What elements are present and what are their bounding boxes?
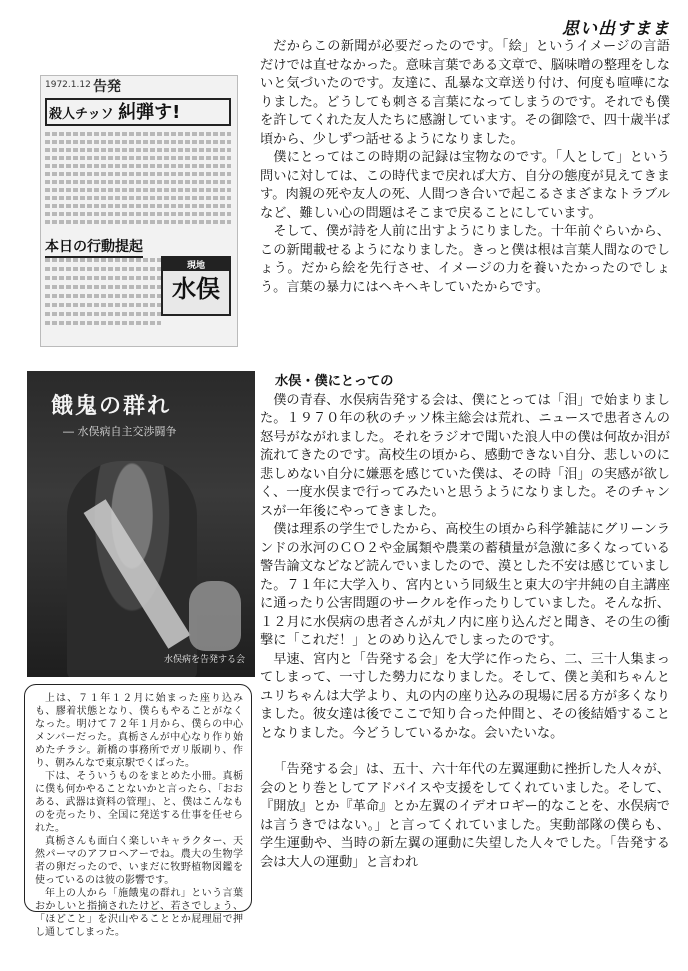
clipping-headline-b: 糾弾す! xyxy=(118,102,181,123)
article-block-1 xyxy=(260,38,670,297)
clipping-subhead: 本日の行動提起 xyxy=(45,236,143,258)
caption-paragraph: 上は、７１年１２月に始まった座り込みも、膠着状態となり、僕らもやることがなくなった。明けて７２年１月から、僕らの中心メンバーだった。真栃さんが中心なり作り始めたチラシ。新橋の事務所でガリ版刷り、作り、朝みんなで東京駅でくばった。 xyxy=(35,693,243,769)
newspaper-clipping-image xyxy=(40,75,238,347)
page-title: 思い出すまま xyxy=(562,19,670,39)
article-paragraph: 僕にとってはこの時期の記録は宝物なのです。「人として」という問いに対しては、この時代まで戻れば大方、自分の態度が見えてきます。肉親の死や友人の死、人間つき合いで起こるさまざまなトラブルなど、難しい心の問題はそこまで戻ることにしています。 xyxy=(260,150,670,221)
article-paragraph: 僕の青春、水俣病告発する会は、僕にとっては「泪」で始まりました。１９７０年の秋のチッソ株主総会は荒れ、ニュースで患者さんの怒号がながれました。それをラジオで聞いた浪人中の僕は何故か泪が流れてきたのです。高校生の頃から、感動できない自分、悲しいのに悲しめない自分に嫌悪を感じていた僕は、その時「泪」の実感が欲しく、一度水俣まで行ってみたいと思うようになりました。そのチャンスが一年後にやってきました。 xyxy=(260,392,670,519)
section-title: 水俣・僕にとっての xyxy=(275,374,394,389)
clipping-box-top: 現地 xyxy=(163,258,229,271)
clipping-headline-a: 殺人チッソ xyxy=(49,107,114,122)
raised-hand xyxy=(189,581,241,651)
article-paragraph: 「告発する会」は、五十、六十年代の左翼運動に挫折した人々が、会のとり巻としてアドバイスや支援をしてくれていました。そして、『開放』とか『革命』とか左翼のイデオロギー的なことを、水俣病では言うきではない。」と言ってくれていました。実動部隊の僕らも、学生運動や、当時の新左翼の運動に失望した人々でした。「告発する会は大人の運動」と言われ xyxy=(260,762,670,870)
caption-box xyxy=(24,684,252,938)
article-block-2 xyxy=(260,373,670,872)
clipping-date: 1972.1.12 xyxy=(45,80,91,90)
article-paragraph: 僕は理系の学生でしたから、高校生の頃から科学雑誌にグリーンランドの氷河のＣＯ２や金属類や農業の蓄積量が急激に多くなっている警告論文などなど読んでいましたので、漠とした不安は感じていました。７１年に大学入り、宮内という同級生と東大の宇井純の自主講座に通ったり公害問題のサークルを作ったりしていました。そんな折、１２月に水俣病の患者さんが丸ノ内に座り込んだと聞き、その生の衝撃に「これだ！」とのめり込んでしまったのです。 xyxy=(260,522,670,648)
clipping-box-text: 水俣 xyxy=(172,275,220,303)
caption-paragraph: 下は、そういうものをまとめた小冊。真栃に僕も何かやることないかと言ったら、「おおある、武器は資料の管理」、と、僕はこんなものを売ったり、全国に発送する仕事を任せられた。 xyxy=(35,771,243,834)
article-paragraph: そして、僕が詩を人前に出すようにりました。十年前ぐらいから、この新聞載せるようになりました。きっと僕は根は言葉人間なのでしょう。だから絵を先行させ、イメージの力を養いたかったのでしょう。言葉の暴力にはヘキヘキしていたからです。 xyxy=(260,224,670,295)
article-paragraph: だからこの新聞が必要だったのです。「絵」というイメージの言語だけでは直せなかった。意味言葉である文章で、脳味噌の整理をしないと気づいたのです。友達に、乱暴な文章送り付け、何度も喧嘩になりました。どうしても刺さる言葉になってしまうのです。それでも僕を許してくれた友人たちに感謝しています。その御陰で、四十歳半ば頃から、少しずつ話せるようになりました。 xyxy=(260,39,670,147)
clipping-headline xyxy=(45,98,231,126)
clipping-text-lines-lower xyxy=(45,258,161,330)
clipping-masthead: 告発 xyxy=(93,79,121,95)
caption-paragraph: 年上の人から「施餓鬼の群れ」という言葉おかしいと指摘されたけど、若さでしょう、「ほどこと」を沢山やることとか屁理屈で押し通してしまった。 xyxy=(35,888,243,938)
book-cover-subtitle: ― 水俣病自主交渉闘争 xyxy=(63,425,177,438)
book-cover-title: 餓鬼の群れ xyxy=(51,393,172,419)
clipping-inset-box xyxy=(161,256,231,316)
article-paragraph: 早速、宮内と「告発する会」を大学に作ったら、二、三十人集まってしまって、一寸した勢力になりました。そして、僕と美和ちゃんとユリちゃんは大学より、丸の内の座り込みの現場に居る方が多くなりました。彼女達は後でここで知り合った仲間と、その後結婚することとなりました。今どうしているかな。会いたいな。 xyxy=(260,651,670,741)
paragraph-gap xyxy=(260,743,670,761)
book-cover-photo xyxy=(27,371,255,677)
clipping-text-lines xyxy=(45,132,231,228)
book-cover-inner-caption: 水俣病を告発する会 xyxy=(163,655,245,665)
caption-paragraph: 真栃さんも面白く楽しいキャラクター、天然パーマのアフロヘアーでね。農大の生物学者の卵だったので、いまだに牧野植物図鑑を使っているのは彼の影響です。 xyxy=(35,836,243,886)
